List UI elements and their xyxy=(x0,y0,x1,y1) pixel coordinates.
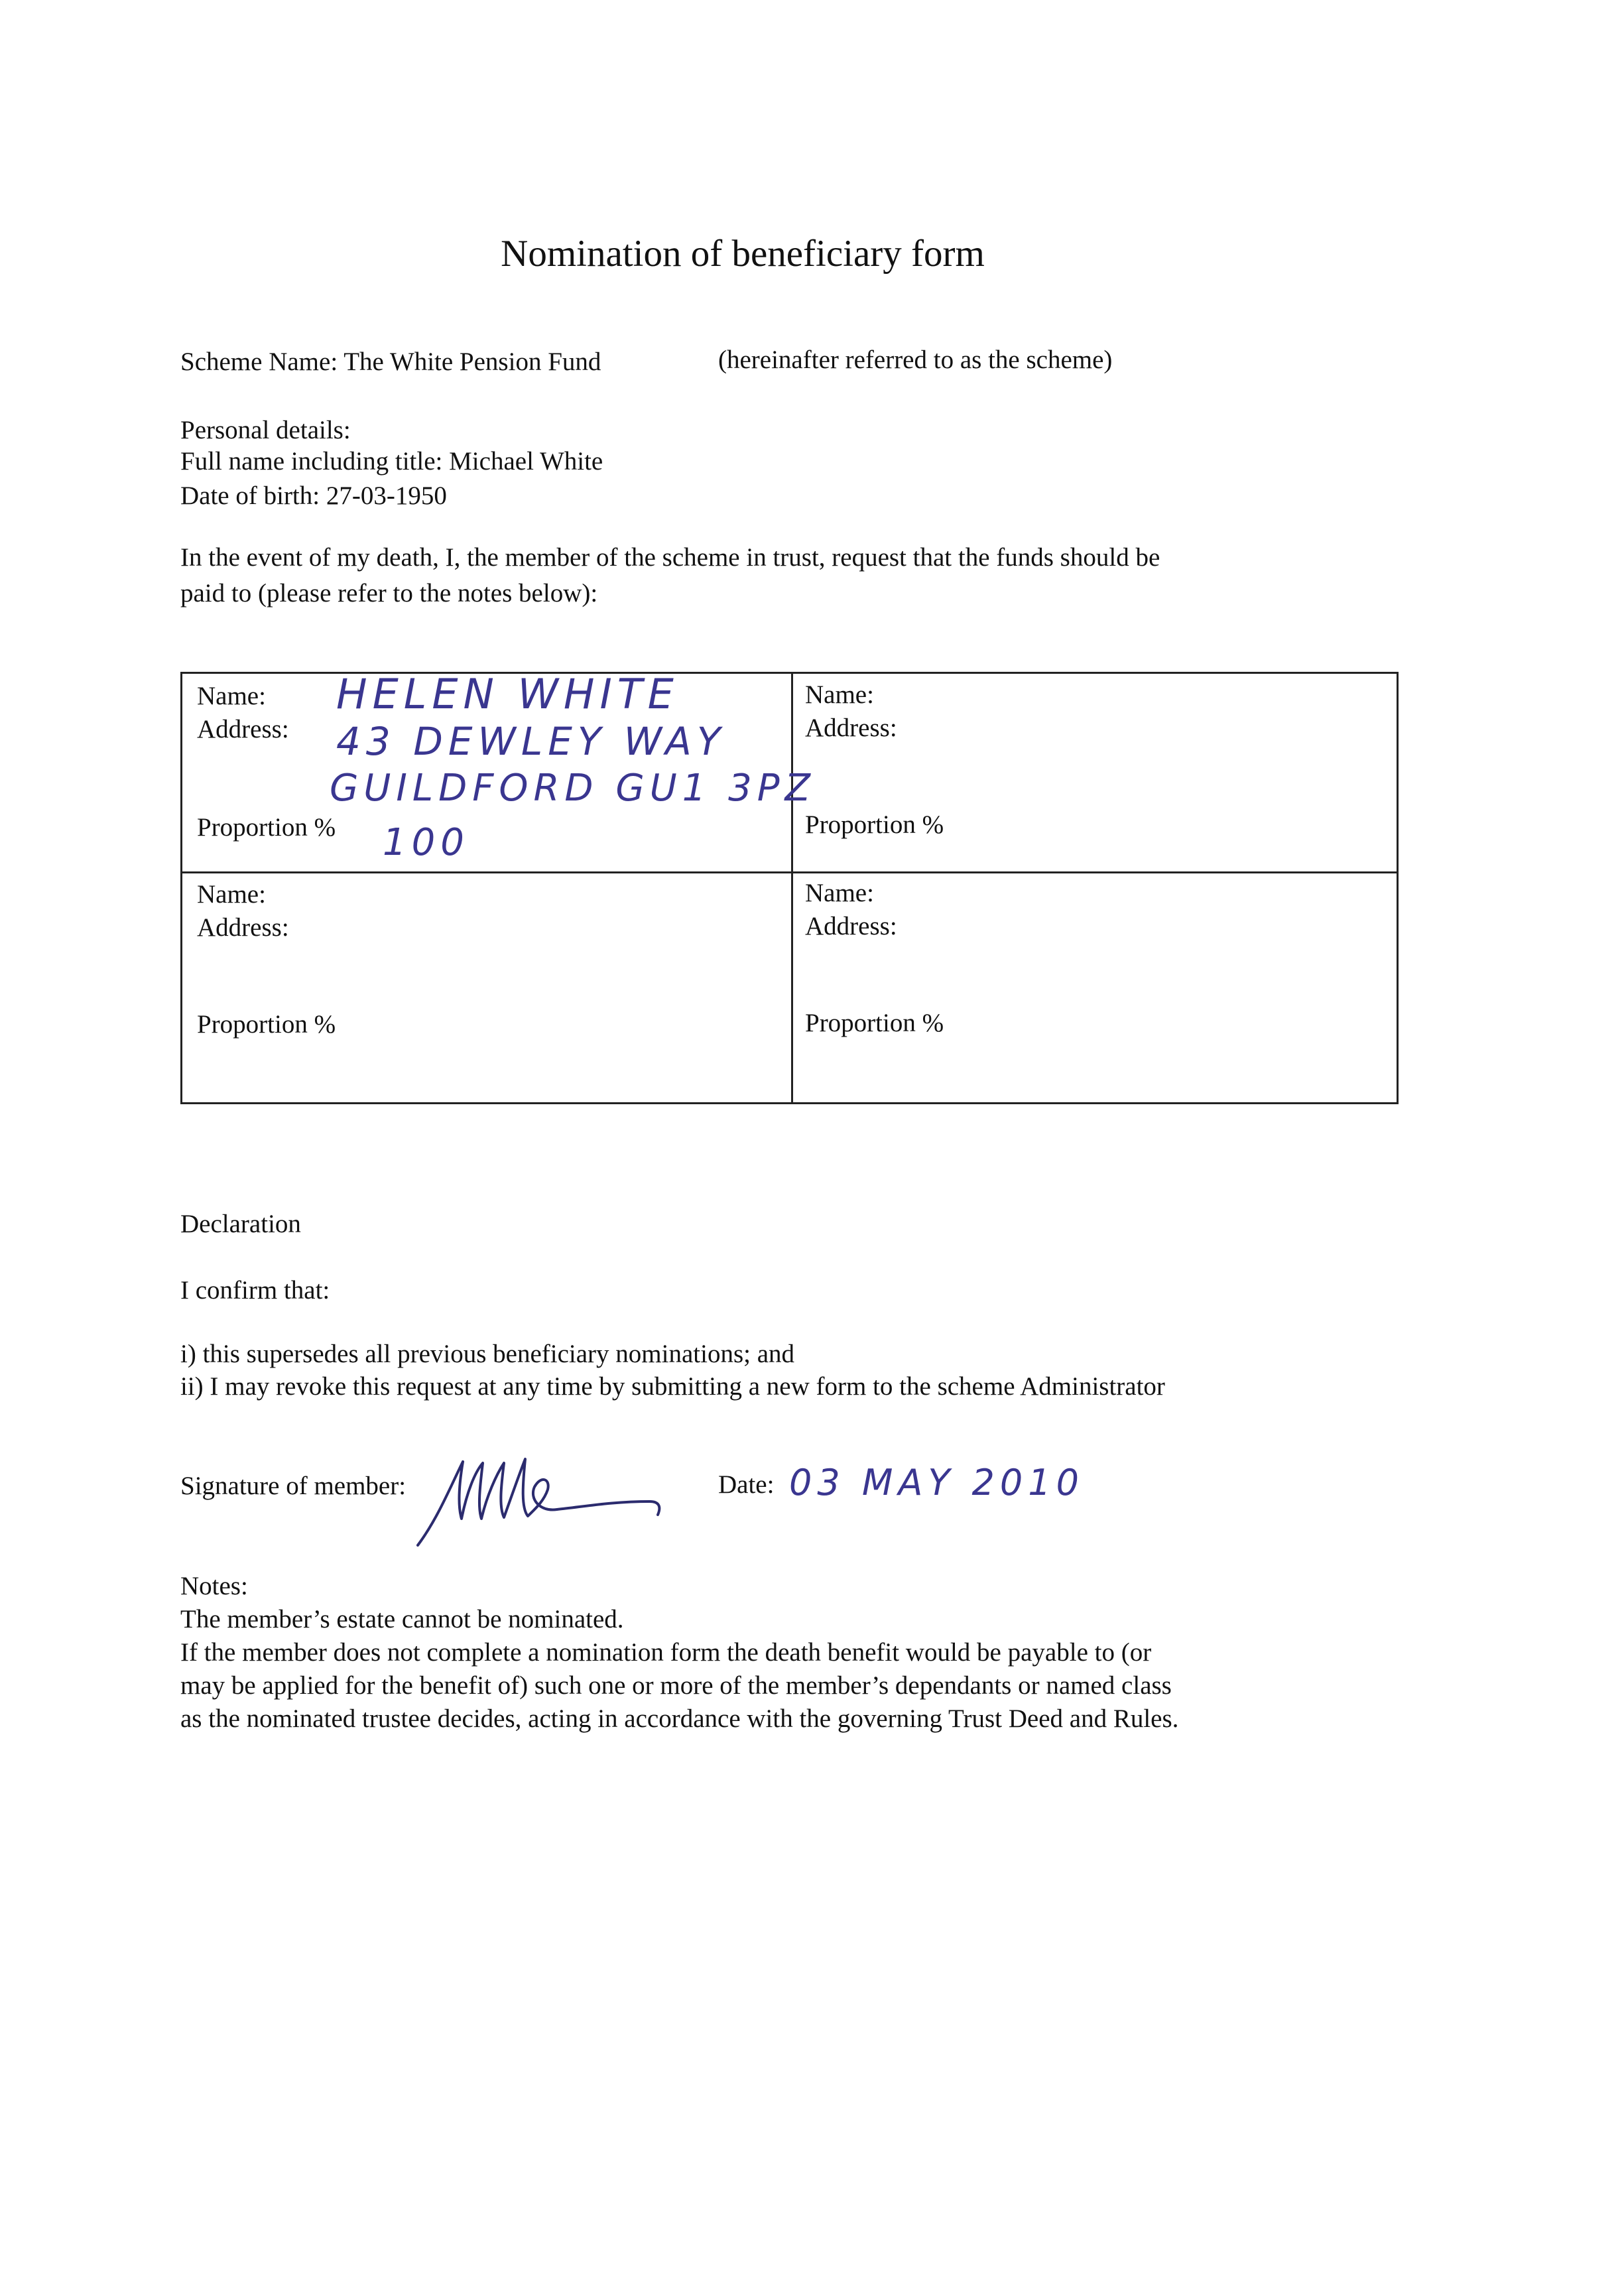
address-label: Address: xyxy=(197,913,289,942)
handwritten-name: HELEN WHITE xyxy=(336,670,679,718)
proportion-label: Proportion % xyxy=(197,813,336,842)
personal-details-heading: Personal details: xyxy=(180,416,351,444)
address-label: Address: xyxy=(805,912,897,940)
confirm-line: I confirm that: xyxy=(180,1276,330,1305)
notes-line-4: as the nominated trustee decides, acting in accordance with the governing Trust Deed and Rules. xyxy=(180,1704,1179,1733)
proportion-label: Proportion % xyxy=(805,810,944,839)
notes-line-3: may be applied for the benefit of) such one or more of the member’s dependants or named class xyxy=(180,1671,1172,1700)
handwritten-address-line-1: 43 DEWLEY WAY xyxy=(336,719,726,764)
name-label: Name: xyxy=(197,682,266,710)
full-name-line: Full name including title: Michael White xyxy=(180,447,603,476)
notes-line-2: If the member does not complete a nomination form the death benefit would be payable to (or xyxy=(180,1638,1152,1667)
scheme-note: (hereinafter referred to as the scheme) xyxy=(718,346,1113,374)
date-label: Date: xyxy=(718,1470,775,1499)
address-label: Address: xyxy=(197,715,289,743)
handwritten-date: 03 MAY 2010 xyxy=(789,1462,1084,1503)
declaration-heading: Declaration xyxy=(180,1210,301,1238)
handwritten-address-line-2: GUILDFORD GU1 3PZ xyxy=(330,767,816,810)
beneficiary-cell-4[interactable] xyxy=(793,873,1390,1072)
declaration-item-2: ii) I may revoke this request at any time by submitting a new form to the scheme Administrator xyxy=(180,1372,1165,1401)
beneficiary-table xyxy=(180,672,1399,1104)
notes-heading: Notes: xyxy=(180,1572,248,1600)
request-line-2: paid to (please refer to the notes below): xyxy=(180,579,598,607)
proportion-label: Proportion % xyxy=(805,1009,944,1037)
beneficiary-cell-1[interactable] xyxy=(182,670,816,873)
name-label: Name: xyxy=(805,680,874,709)
request-line-1: In the event of my death, I, the member of the scheme in trust, request that the funds should be xyxy=(180,543,1160,572)
name-label: Name: xyxy=(197,880,266,909)
form-title: Nomination of beneficiary form xyxy=(501,233,985,275)
member-signature xyxy=(411,1446,676,1552)
handwritten-proportion: 100 xyxy=(383,821,469,864)
name-label: Name: xyxy=(805,879,874,907)
scheme-name: Scheme Name: The White Pension Fund xyxy=(180,348,601,376)
signature-label: Signature of member: xyxy=(180,1472,406,1500)
date-of-birth-line: Date of birth: 27-03-1950 xyxy=(180,481,447,510)
beneficiary-cell-2[interactable] xyxy=(793,674,1390,873)
declaration-item-1: i) this supersedes all previous beneficiary nominations; and xyxy=(180,1340,795,1368)
address-label: Address: xyxy=(805,714,897,742)
proportion-label: Proportion % xyxy=(197,1010,336,1039)
beneficiary-cell-3[interactable] xyxy=(182,873,779,1072)
notes-line-1: The member’s estate cannot be nominated. xyxy=(180,1605,624,1633)
